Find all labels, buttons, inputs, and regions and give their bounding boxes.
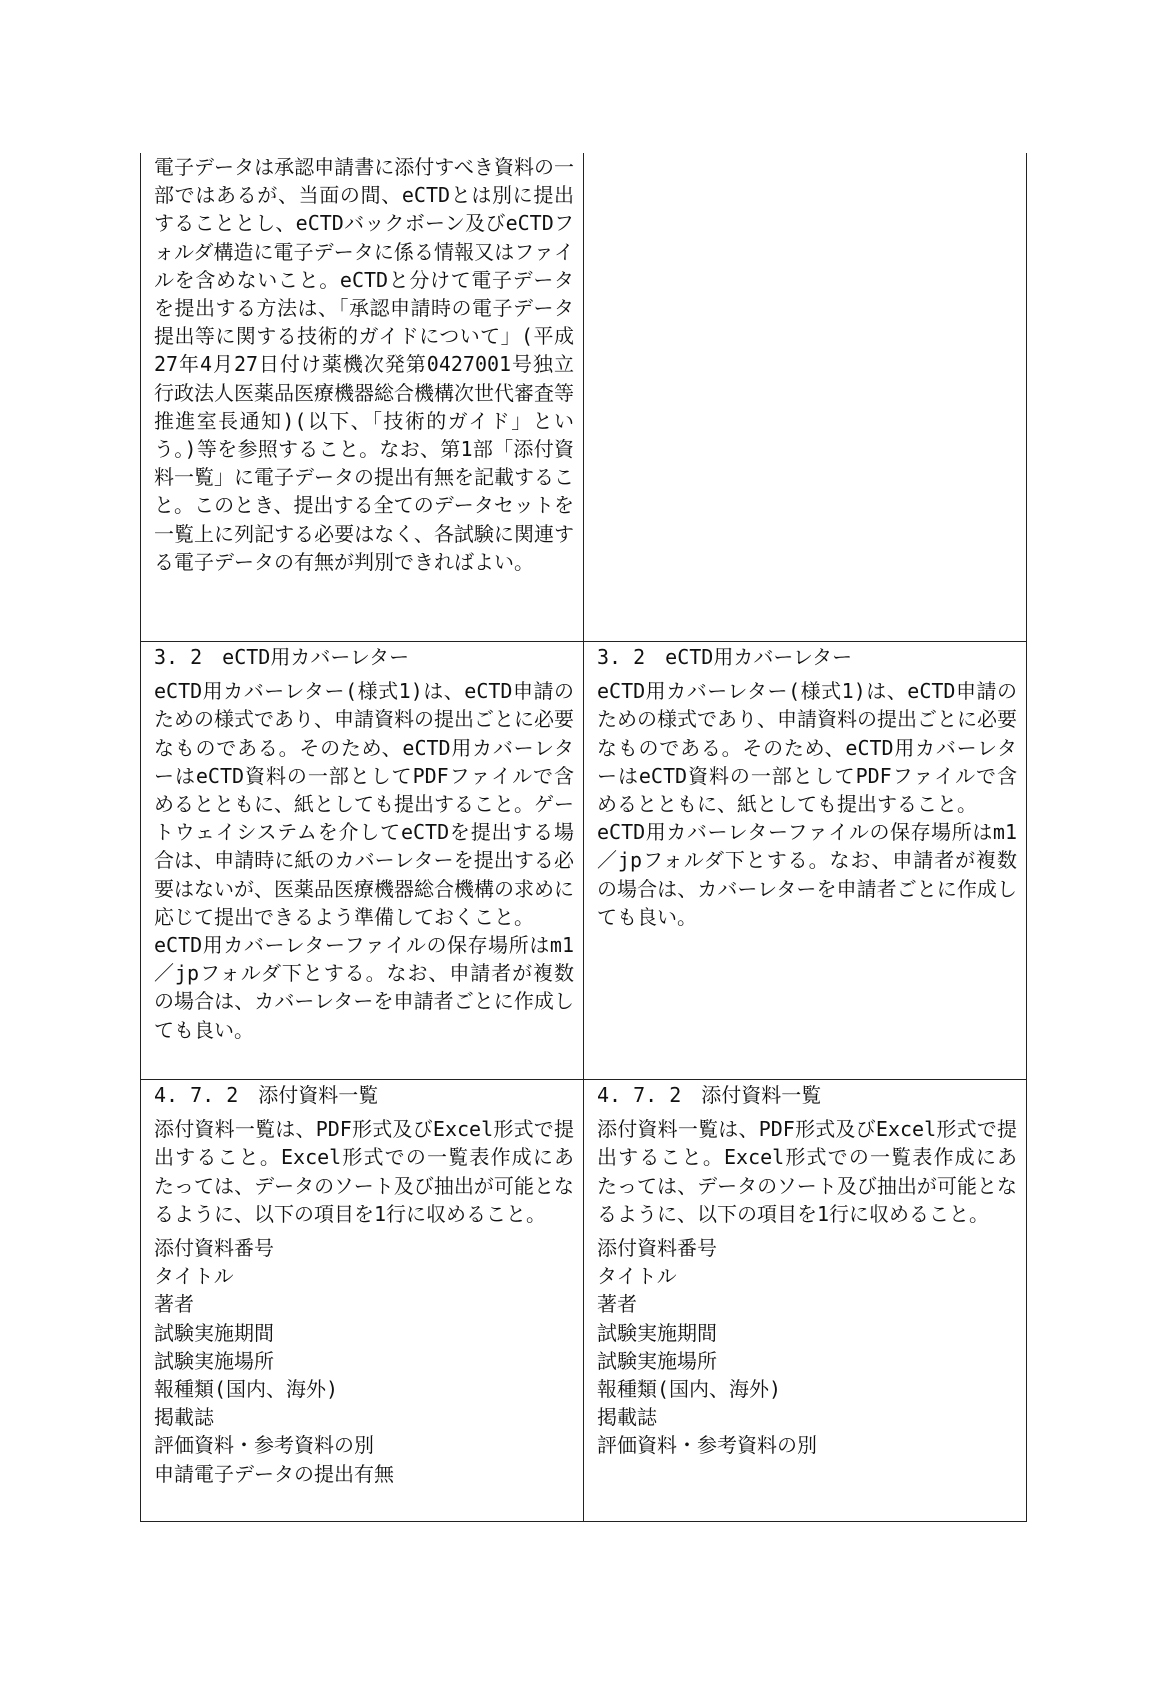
list-item: 添付資料番号 bbox=[597, 1236, 717, 1261]
row3-right-heading: 4. 7. 2 添付資料一覧 bbox=[597, 1083, 822, 1107]
list-item: 報種類(国内、海外) bbox=[597, 1377, 782, 1402]
list-item: 掲載誌 bbox=[597, 1405, 657, 1430]
row2-right-heading: 3. 2 eCTD用カバーレター bbox=[597, 645, 853, 669]
list-item: 著者 bbox=[597, 1292, 637, 1317]
list-item: 試験実施場所 bbox=[597, 1348, 717, 1373]
row3-left-heading: 4. 7. 2 添付資料一覧 bbox=[154, 1083, 379, 1107]
comparison-table bbox=[140, 153, 1027, 1522]
list-item: 試験実施期間 bbox=[154, 1320, 274, 1345]
list-item: 掲載誌 bbox=[154, 1405, 214, 1430]
row2-left-paragraph-2: eCTD用カバーレターファイルの保存場所はm1／jpフォルダ下とする。なお、申請者が複数の場合は、カバーレターを申請者ごとに作成しても良い。 bbox=[154, 933, 574, 1042]
row2-left-paragraph-1: eCTD用カバーレター(様式1)は、eCTD申請のための様式であり、申請資料の提出ごとに必要なものである。そのため、eCTD用カバーレターはeCTD資料の一部としてPDFファイルで含めるとともに、紙としても提出すること。ゲートウェイシステムを介してeCTDを提出する場合は、申請時に紙のカバーレターを提出する必要はないが、医薬品医療機器総合機構の求めに応じて提出できるよう準備しておくこと。 bbox=[154, 679, 574, 929]
row3-right-item-list bbox=[597, 1234, 1017, 1460]
list-item: 添付資料番号 bbox=[154, 1236, 274, 1261]
table-row bbox=[141, 1080, 1027, 1522]
row3-right-cell bbox=[584, 1080, 1027, 1522]
list-item: 申請電子データの提出有無 bbox=[154, 1461, 394, 1486]
row1-left-cell bbox=[141, 153, 584, 642]
table-row bbox=[141, 642, 1027, 1080]
row2-right-cell bbox=[584, 642, 1027, 1080]
list-item: 報種類(国内、海外) bbox=[154, 1377, 339, 1402]
row2-left-cell bbox=[141, 642, 584, 1080]
list-item: 試験実施場所 bbox=[154, 1348, 274, 1373]
row2-right-paragraph-2: eCTD用カバーレターファイルの保存場所はm1／jpフォルダ下とする。なお、申請者が複数の場合は、カバーレターを申請者ごとに作成しても良い。 bbox=[597, 820, 1017, 929]
list-item: 試験実施期間 bbox=[597, 1320, 717, 1345]
list-item: 著者 bbox=[154, 1292, 194, 1317]
list-item: タイトル bbox=[154, 1264, 234, 1289]
list-item: 評価資料・参考資料の別 bbox=[597, 1433, 817, 1458]
row3-left-cell bbox=[141, 1080, 584, 1522]
list-item: 評価資料・参考資料の別 bbox=[154, 1433, 374, 1458]
row2-left-heading: 3. 2 eCTD用カバーレター bbox=[154, 645, 410, 669]
row3-left-item-list bbox=[154, 1234, 574, 1488]
table-row bbox=[141, 153, 1027, 642]
row2-right-paragraph-1: eCTD用カバーレター(様式1)は、eCTD申請のための様式であり、申請資料の提出ごとに必要なものである。そのため、eCTD用カバーレターはeCTD資料の一部としてPDFファイルで含めるとともに、紙としても提出すること。 bbox=[597, 679, 1017, 817]
row1-right-cell bbox=[584, 153, 1027, 642]
row1-left-paragraph: 電子データは承認申請書に添付すべき資料の一部ではあるが、当面の間、eCTDとは別に提出することとし、eCTDバックボーン及びeCTDフォルダ構造に電子データに係る情報又はファイルを含めないこと。eCTDと分けて電子データを提出する方法は、「承認申請時の電子データ提出等に関する技術的ガイドについて」(平成27年4月27日付け薬機次発第0427001号独立行政法人医薬品医療機器総合機構次世代審査等推進室長通知)(以下、「技術的ガイド」という。)等を参照すること。なお、第1部「添付資料一覧」に電子データの提出有無を記載すること。このとき、提出する全てのデータセットを一覧上に列記する必要はなく、各試験に関連する電子データの有無が判別できればよい。 bbox=[154, 155, 574, 574]
row3-left-paragraph: 添付資料一覧は、PDF形式及びExcel形式で提出すること。Excel形式での一覧表作成にあたっては、データのソート及び抽出が可能となるように、以下の項目を1行に収めること。 bbox=[154, 1117, 574, 1226]
list-item: タイトル bbox=[597, 1264, 677, 1289]
row3-right-paragraph: 添付資料一覧は、PDF形式及びExcel形式で提出すること。Excel形式での一覧表作成にあたっては、データのソート及び抽出が可能となるように、以下の項目を1行に収めること。 bbox=[597, 1117, 1017, 1226]
